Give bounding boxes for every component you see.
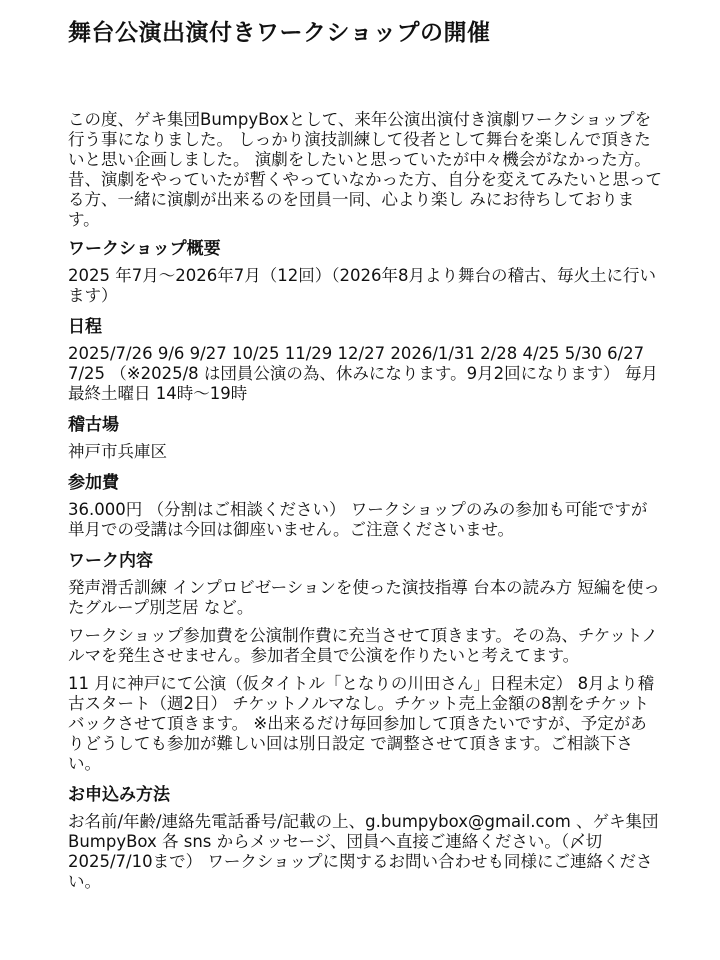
- section-overview: [68, 238, 662, 306]
- section-paragraph: 神戸市兵庫区: [68, 442, 167, 461]
- section-heading: 参加費: [68, 473, 119, 493]
- section-heading: 稽古場: [68, 415, 119, 435]
- section-paragraph: ワークショップ参加費を公演制作費に充当させて頂きます。その為、チケットノルマを発生させません。参加者全員で公演を作りたいと考えてます。: [68, 626, 658, 665]
- section-heading: お申込み方法: [68, 785, 170, 805]
- section-venue: [68, 414, 662, 462]
- section-fee: [68, 472, 662, 540]
- section-content: [68, 550, 662, 774]
- section-paragraph: 11 月に神戸にて公演（仮タイトル「となりの川田さん」日程未定） 8月より稽古スタート（週2日） チケットノルマなし。チケット売上金額の8割をチケットバックさせて頂きます。 ※出来るだけ毎回参加して頂きたいですが、予定がありどうしても参加が難しい回は別日設定 で調整させて頂きます。ご相談下さい。: [68, 674, 655, 773]
- section-heading: ワークショップ概要: [68, 239, 221, 259]
- section-paragraph: 2025/7/26 9/6 9/27 10/25 11/29 12/27 2026/1/31 2/28 4/25 5/30 6/27 7/25 （※2025/8 は団員公演の為、休みになります。9月2回になります） 毎月最終土曜日 14時～19時: [68, 344, 658, 403]
- intro-paragraph: この度、ゲキ集団BumpyBoxとして、来年公演出演付き演劇ワークショップを行う事になりました。 しっかり演技訓練して役者として舞台を楽しんで頂きたいと思い企画しました。 演劇をしたいと思っていたが中々機会がなかった方。昔、演劇をやっていたが暫くやっていなかった方、自分を変えてみたいと思ってる方、一緒に演劇が出来るのを団員一同、心より楽し みにお待ちしております。: [68, 110, 662, 229]
- section-application: [68, 784, 662, 892]
- section-paragraph: お名前/年齢/連絡先電話番号/記載の上、g.bumpybox@gmail.com 、ゲキ集団BumpyBox 各 sns からメッセージ、団員へ直接ご連絡ください。（〆切2025/7/10まで） ワークショップに関するお問い合わせも同様にご連絡ください。: [68, 812, 659, 891]
- section-paragraph: 36.000円 （分割はご相談ください） ワークショップのみの参加も可能ですが単月での受講は今回は御座いません。ご注意くださいませ。: [68, 500, 648, 539]
- page-title: 舞台公演出演付きワークショップの開催: [68, 20, 491, 46]
- section-paragraph: 発声滑舌訓練 インプロビゼーションを使った演技指導 台本の読み方 短編を使ったグループ別芝居 など。: [68, 578, 660, 617]
- section-schedule: [68, 316, 662, 404]
- section-heading: ワーク内容: [68, 551, 153, 571]
- section-paragraph: 2025 年7月～2026年7月（12回）（2026年8月より舞台の稽古、毎火土に行います）: [68, 266, 656, 305]
- section-heading: 日程: [68, 317, 102, 337]
